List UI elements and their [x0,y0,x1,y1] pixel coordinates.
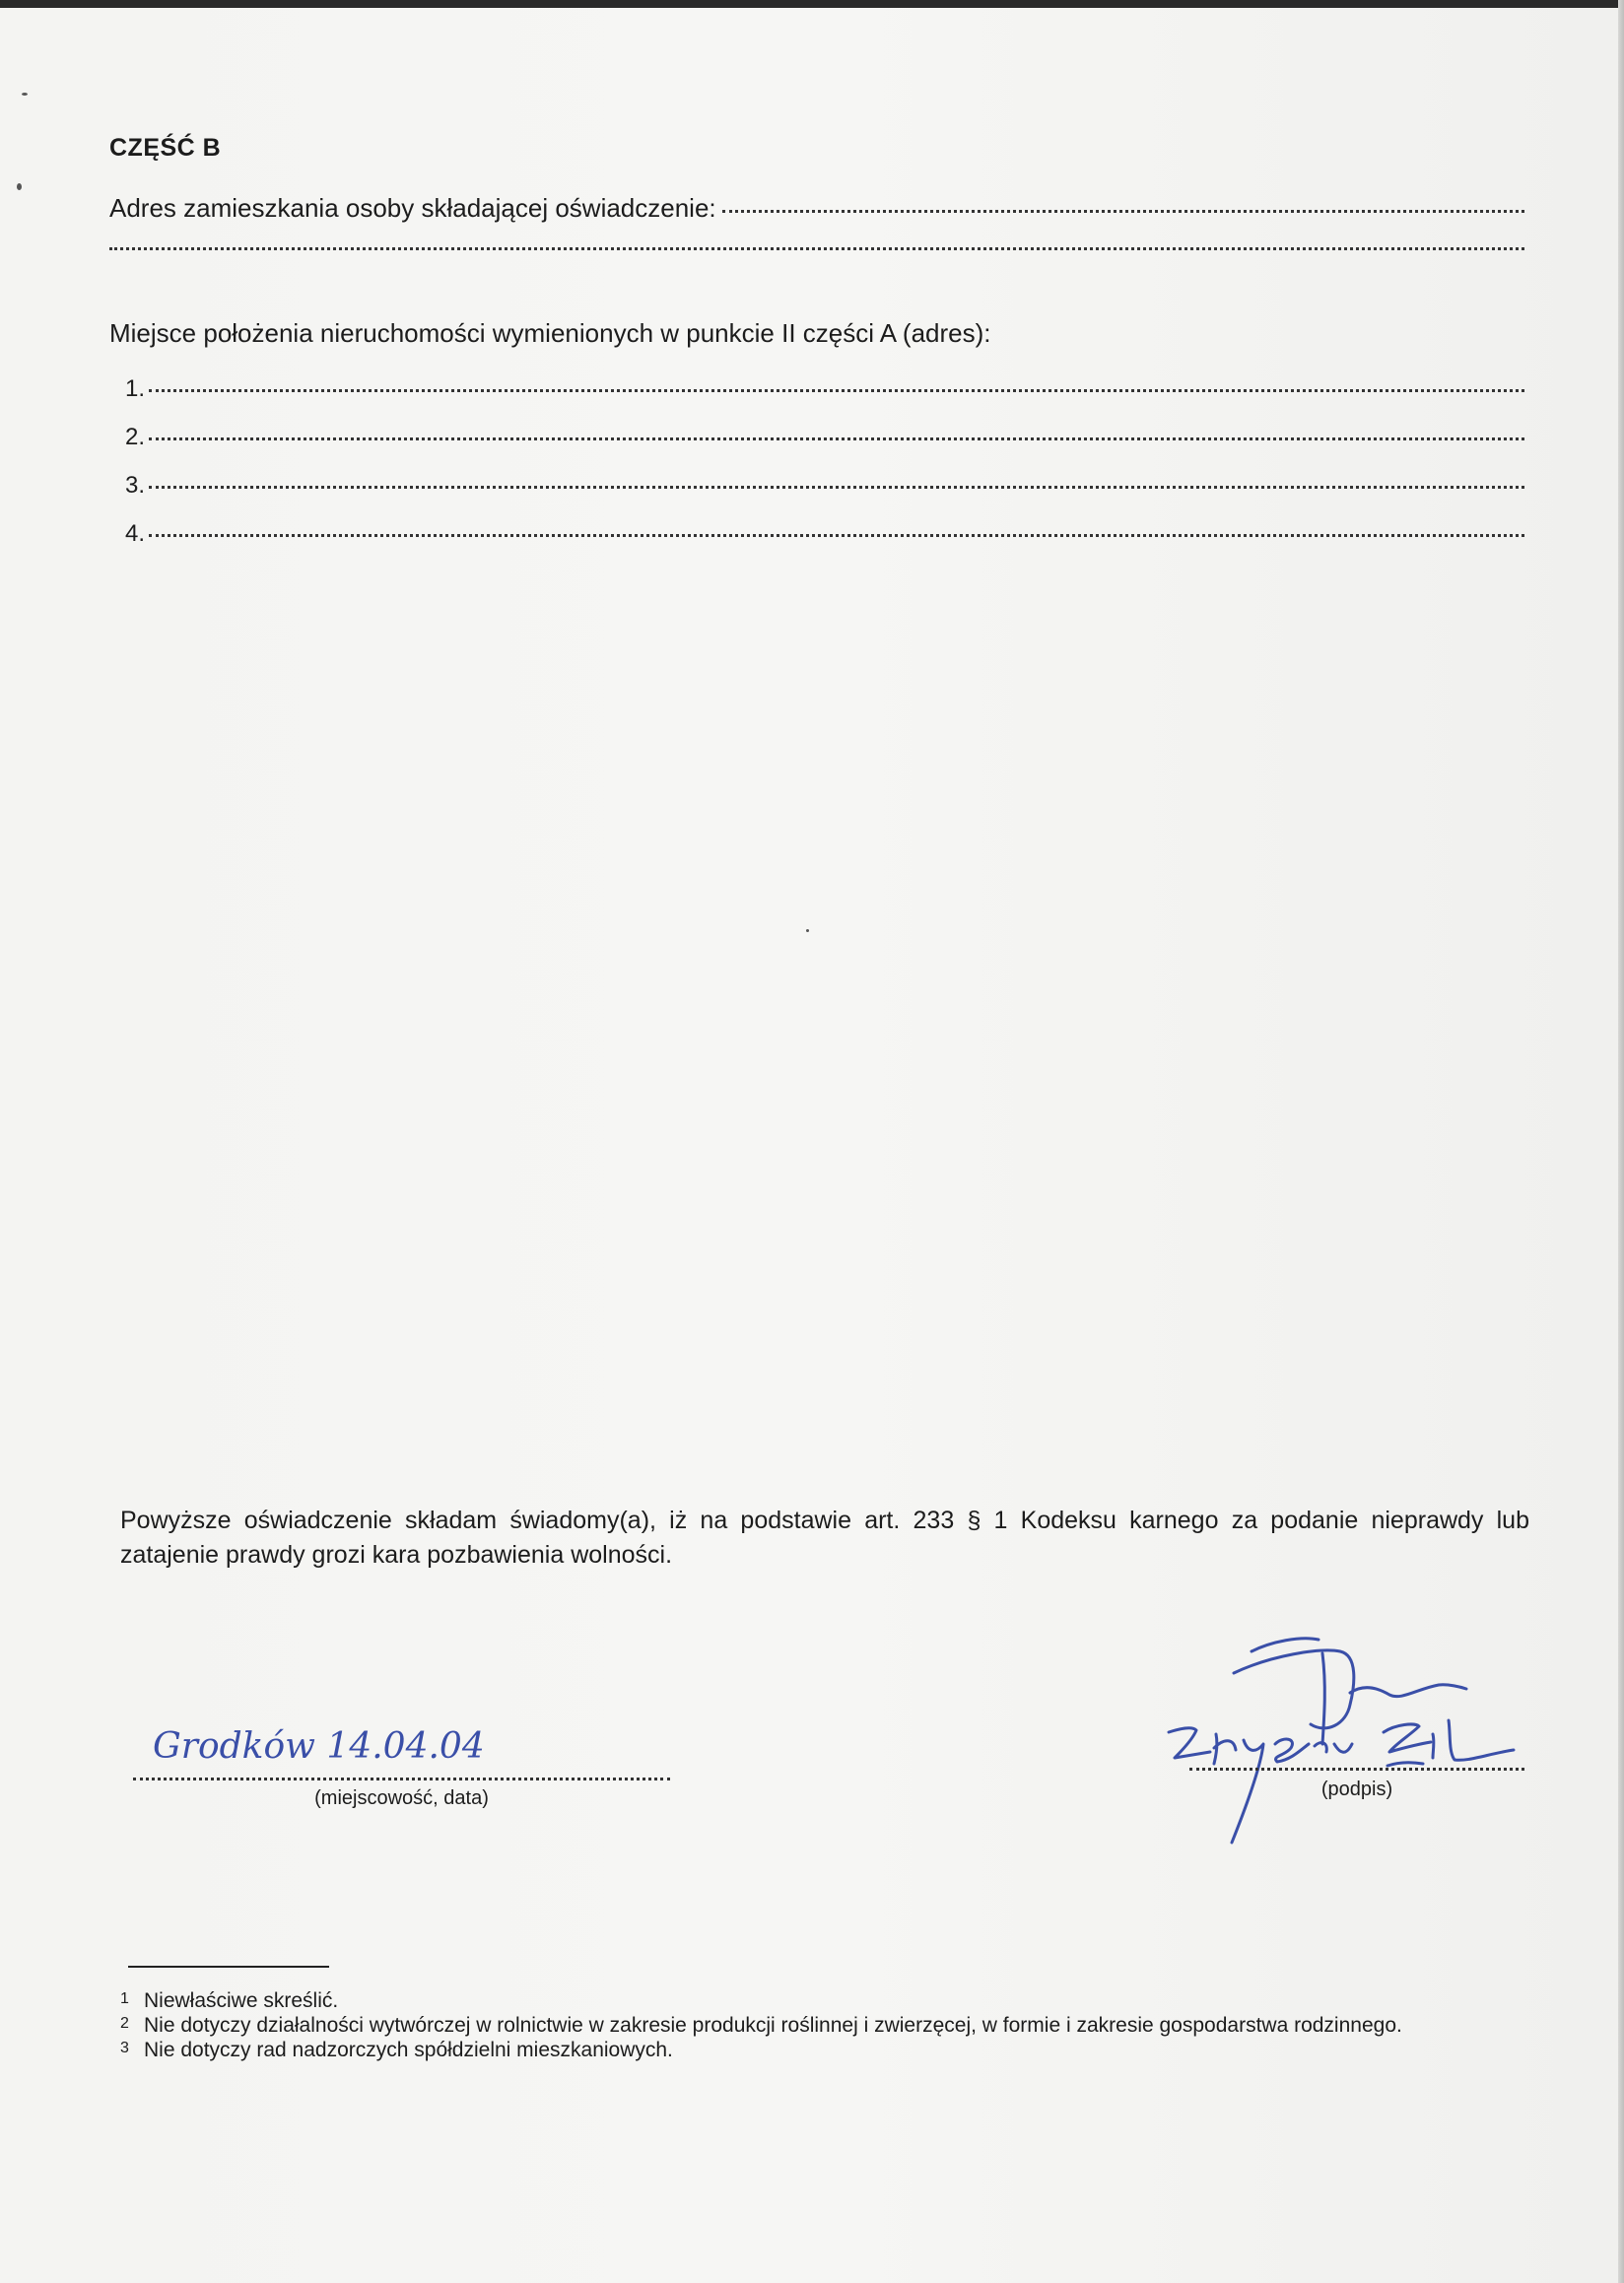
scan-right-edge [1618,0,1624,2283]
property-item-number: 2. [125,424,146,450]
property-item-4[interactable] [125,520,1524,548]
signature-dotted-line[interactable] [1189,1768,1524,1771]
declaration-statement: Powyższe oświadczenie składam świadomy(a), iż na podstawie art. 233 § 1 Kodeksu karnego za podanie nieprawdy lub zatajenie prawdy grozi kara pozbawienia wolności. [120,1507,1529,1569]
footnote-3 [120,2038,1529,2062]
property-item-number: 1. [125,375,146,402]
place-date-dotted-line[interactable] [133,1778,670,1780]
property-item-dotted-line [149,437,1524,440]
footnote-2 [120,2013,1529,2038]
property-item-3[interactable] [125,472,1524,500]
scan-top-edge [0,0,1624,8]
signature-caption: (podpis) [1320,1779,1393,1800]
scan-speck [806,929,809,932]
address-label: Adres zamieszkania osoby składającej oświadczenie: [109,193,716,223]
scan-speck [17,183,22,190]
place-date-caption: (miejscowość, data) [314,1787,489,1809]
property-item-number: 3. [125,472,146,499]
footnote-mark: 3 [120,2040,129,2056]
property-item-dotted-line [149,389,1524,392]
scan-speck [22,93,28,96]
address-field[interactable] [109,193,1524,224]
footnote-text: Nie dotyczy działalności wytwórczej w rolnictwie w zakresie produkcji roślinnej i zwierzęcej, w formie i zakresie gospodarstwa rodzinnego. [144,2014,1402,2037]
address-dotted-line [722,210,1524,213]
footnote-mark: 2 [120,2015,129,2032]
footnote-text: Nie dotyczy rad nadzorczych spółdzielni mieszkaniowych. [144,2039,673,2061]
property-item-2[interactable] [125,424,1524,451]
footnote-separator [128,1966,329,1968]
section-title: CZĘŚĆ B [109,134,222,162]
footnotes [120,1988,1529,2062]
property-location-label: Miejsce położenia nieruchomości wymienionych w punkcie II części A (adres): [109,318,991,348]
footnote-1 [120,1988,1529,2013]
property-item-dotted-line [149,486,1524,489]
footnote-mark: 1 [120,1990,129,2007]
property-item-1[interactable] [125,375,1524,403]
handwritten-signature [1153,1586,1527,1852]
footnote-text: Niewłaściwe skreślić. [144,1989,339,2012]
handwritten-place-date: Grodków 14.04.04 [153,1726,485,1767]
property-item-dotted-line [149,534,1524,537]
address-dotted-line-2 [109,247,1524,250]
address-field-continuation[interactable] [109,251,1524,254]
property-item-number: 4. [125,520,146,547]
